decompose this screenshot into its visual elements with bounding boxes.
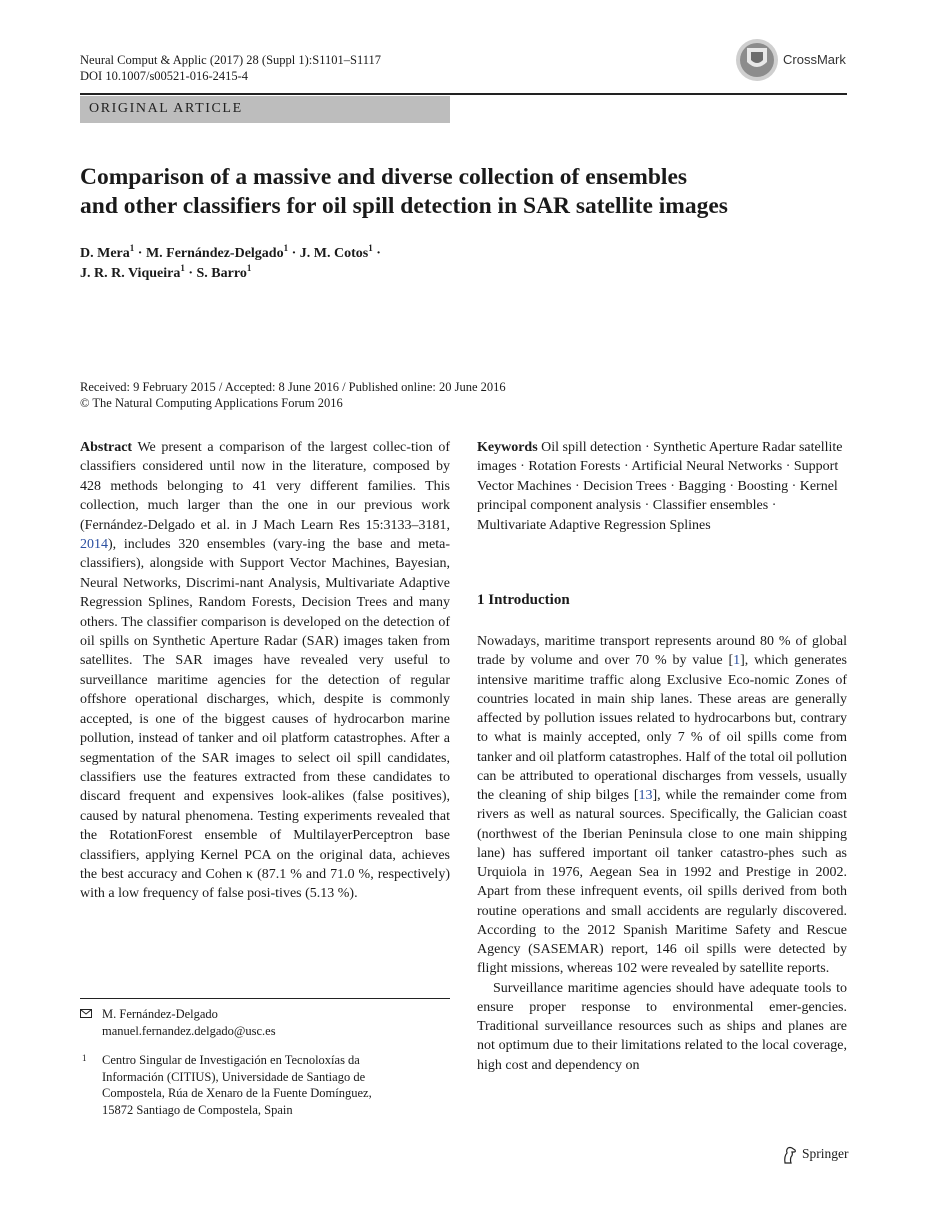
affiliation-number: 1 — [82, 1053, 87, 1063]
author-line-1 — [80, 244, 780, 264]
intro-text: ], which generates intensive maritime traffic along Exclusive Eco-nomic Zones of countries located in main ship lanes. These areas are generally affected by pollution issues related to hydrocarbons but, contrary to what is mainly accepted, only 7 % of oil spills come from tanker and oil platform catastrophes. Half of the total oil pollution can be attributed to operational discharges from vessels, usually the cleaning of ship bilges [ — [477, 653, 847, 803]
reference-link[interactable]: 1 — [733, 653, 741, 669]
author-affiliation-mark: 1 — [180, 263, 185, 273]
title-line-1: Comparison of a massive and diverse collection of ensembles — [80, 164, 688, 190]
springer-horse-icon — [782, 1146, 798, 1164]
keywords — [477, 438, 847, 535]
envelope-icon — [80, 1009, 92, 1018]
author-separator: · — [134, 246, 146, 261]
paper-title — [80, 163, 850, 221]
journal-line: Neural Comput & Applic (2017) 28 (Suppl 1):S1101–S1117 — [80, 53, 382, 67]
corresponding-email[interactable]: manuel.fernandez.delgado@usc.es — [102, 1023, 276, 1038]
abstract-text-2: ), includes 320 ensembles (vary-ing the base and meta-classifiers), alongside with Support Vector Machines, Bayesian, Neural Networks, Discrimi-nant Analysis, Multivariate Adaptive Regression Splines, Random Forests, Decision Trees and many others. The classifier comparison is developed on the detection of oil spills on Synthetic Aperture Radar (SAR) images taken from satellites. The SAR images have revealed very useful to surveillance maritime agencies for the detection of regular offshore operational discharges, which, despite is commonly accepted, is one of the biggest causes of hydrocarbon marine pollution, instead of tanker and oil platform catastrophes. After a segmentation of the SAR images to select oil spill candidates, classifiers use the features extracted from these candidates to discard frequent and expensives look-alikes (false positives), caused by natural phenomena. Testing experiments revealed that the RotationForest ensemble of MultilayerPerceptron base classifiers, applying Kernel PCA on the original data, achieves the best accuracy and Cohen κ (87.1 % and 71.0 %, respectively) with a low frequency of false posi-tives (5.13 %). — [80, 537, 450, 902]
author-separator: · — [288, 246, 300, 261]
author-name[interactable]: S. Barro — [196, 266, 247, 281]
citation-link[interactable]: 2014 — [80, 537, 108, 553]
author-affiliation-mark: 1 — [283, 243, 289, 253]
affiliation-line: Centro Singular de Investigación en Tecnoloxías da — [102, 1053, 360, 1067]
author-affiliation-mark: 1 — [129, 243, 135, 253]
reference-link[interactable]: 13 — [638, 788, 653, 803]
history-dates: Received: 9 February 2015 / Accepted: 8 June 2016 / Published online: 20 June 2016 — [80, 380, 506, 394]
author-name[interactable]: M. Fernández-Delgado — [145, 246, 284, 261]
intro-text: ], while the remainder come from rivers as well as natural sources. Specifically, the Galician coast (northwest of the Iberian Peninsula close to one main shipping lane) has suffered important oil tanker catastro-phes such as Urquiola in 1976, Aegean Sea in 1992 and Prestige in 2002. Apart from these infrequent events, oil spills derived from both routine operations and small accidents are regularly discovered. According to the 2012 Spanish Maritime Safety and Rescue Agency (SASEMAR) report, 146 oil spills were detected by flight missions, whereas 102 were revealed by satellite reports. — [477, 788, 847, 977]
article-type-band — [80, 96, 450, 123]
affiliation-line: Compostela, Rúa de Xenaro de la Fuente Domínguez, — [102, 1086, 372, 1100]
affiliation-line: 15872 Santiago de Compostela, Spain — [102, 1102, 293, 1117]
intro-text: Nowadays, maritime transport represents around 80 % of global trade by volume and over 70 % by value [ — [477, 634, 847, 669]
article-type: ORIGINAL ARTICLE — [89, 101, 243, 116]
author-separator: · — [372, 246, 381, 261]
crossmark-badge[interactable] — [735, 38, 850, 82]
abstract-text-1: We present a comparison of the largest collec-tion of classifiers considered until now in the literature, composed by 428 methods belonging to 41 very different families. This collection, much larger than the one in our previous work (Fernández-Delgado et al. in J Mach Learn Res 15:3133–3181, — [80, 440, 450, 533]
author-name[interactable]: J. M. Cotos — [299, 246, 369, 261]
crossmark-icon — [735, 38, 779, 82]
publisher-logo — [782, 1145, 852, 1165]
article-history — [80, 379, 506, 411]
affiliation-line: Información (CITIUS), Universidade de Santiago de — [102, 1069, 366, 1084]
header-rule — [80, 93, 847, 95]
journal-citation — [80, 52, 381, 84]
author-name[interactable]: D. Mera — [80, 246, 130, 261]
publisher-name: Springer — [802, 1146, 849, 1161]
affiliation-text — [102, 1052, 442, 1118]
footnote-rule — [80, 998, 450, 999]
abstract — [80, 438, 450, 904]
author-separator: · — [184, 266, 197, 281]
title-line-2: and other classifiers for oil spill detection in SAR satellite images — [80, 193, 728, 219]
keywords-text: Oil spill detection · Synthetic Aperture Radar satellite images · Rotation Forests · Artificial Neural Networks · Support Vector Machines · Decision Trees · Bagging · Boosting · Kernel principal component analysis · Classifier ensembles · Multivariate Adaptive Regression Splines — [477, 440, 843, 533]
author-line-2 — [80, 264, 780, 284]
author-affiliation-mark: 1 — [246, 263, 252, 273]
keywords-heading: Keywords — [477, 440, 538, 455]
introduction-body — [477, 632, 847, 1075]
doi[interactable]: DOI 10.1007/s00521-016-2415-4 — [80, 69, 249, 83]
intro-paragraph-1 — [477, 632, 847, 979]
intro-paragraph-2: Surveillance maritime agencies should have adequate tools to ensure proper response to environmental emer-gencies. Traditional surveillance resources such as ships and planes are not optimum due to their limitations related to the local coverage, high cost and dependency on — [477, 980, 847, 1073]
section-heading-introduction: 1 Introduction — [477, 592, 570, 608]
crossmark-label: CrossMark — [783, 52, 846, 67]
author-affiliation-mark: 1 — [368, 243, 373, 253]
abstract-heading: Abstract — [80, 440, 133, 455]
author-list — [80, 244, 780, 284]
author-name[interactable]: J. R. R. Viqueira — [80, 266, 181, 281]
corresponding-name: M. Fernández-Delgado — [102, 1007, 218, 1021]
copyright: © The Natural Computing Applications Forum 2016 — [80, 396, 343, 410]
